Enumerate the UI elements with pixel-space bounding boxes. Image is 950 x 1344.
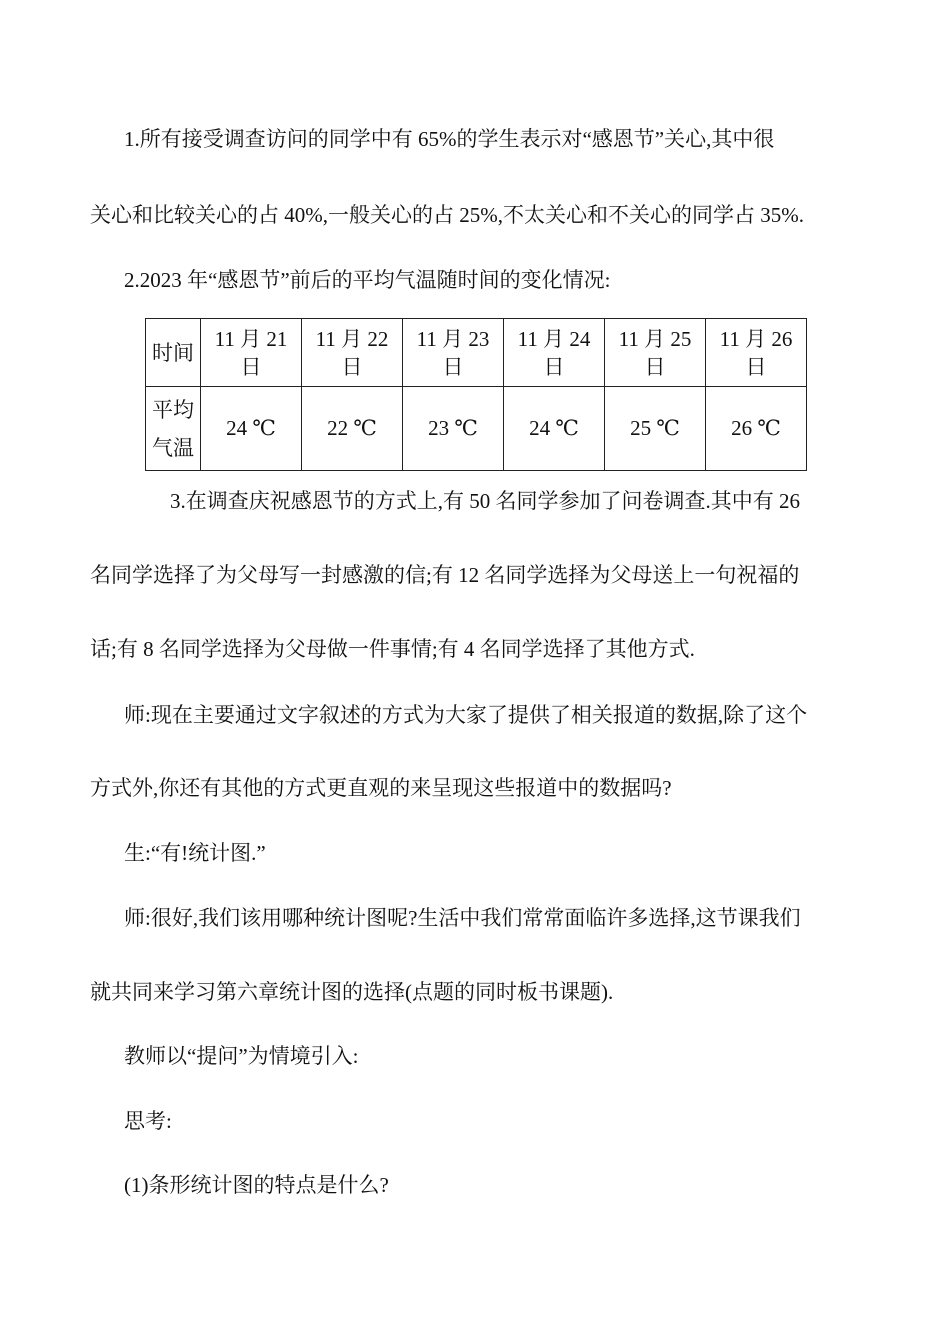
paragraph-3-line-3: 话;有 8 名同学选择为父母做一件事情;有 4 名同学选择了其他方式. xyxy=(90,637,695,661)
date-cell xyxy=(403,319,504,387)
date-line-2: 日 xyxy=(543,354,565,379)
date-cell xyxy=(504,319,605,387)
intro-line: 教师以“提问”为情境引入: xyxy=(124,1044,359,1068)
date-line-1: 11 月 25 xyxy=(618,326,692,351)
date-line-2: 日 xyxy=(442,354,464,379)
student-reply: 生:“有!统计图.” xyxy=(124,841,266,865)
header-label: 时间 xyxy=(152,340,194,365)
temperature-cell: 24 ℃ xyxy=(201,387,302,471)
date-cell xyxy=(706,319,807,387)
header-label-cell xyxy=(146,319,201,387)
temperature-cell: 23 ℃ xyxy=(403,387,504,471)
temperature-cell: 24 ℃ xyxy=(504,387,605,471)
date-line-2: 日 xyxy=(745,354,767,379)
teacher-1-line-2: 方式外,你还有其他的方式更直观的来呈现这些报道中的数据吗? xyxy=(90,776,672,800)
date-line-1: 11 月 26 xyxy=(719,326,793,351)
teacher-1-line-1: 师:现在主要通过文字叙述的方式为大家了提供了相关报道的数据,除了这个 xyxy=(124,703,808,727)
row-label-line-2: 气温 xyxy=(152,435,194,460)
date-line-1: 11 月 24 xyxy=(517,326,591,351)
think-heading: 思考: xyxy=(124,1109,172,1133)
paragraph-2-line-1: 2.2023 年“感恩节”前后的平均气温随时间的变化情况: xyxy=(124,268,611,292)
date-line-1: 11 月 23 xyxy=(416,326,490,351)
date-line-1: 11 月 22 xyxy=(315,326,389,351)
date-cell xyxy=(201,319,302,387)
date-cell xyxy=(302,319,403,387)
table-temperature-row xyxy=(146,387,807,471)
date-line-2: 日 xyxy=(644,354,666,379)
temperature-cell: 22 ℃ xyxy=(302,387,403,471)
row-label-cell xyxy=(146,387,201,471)
question-1: (1)条形统计图的特点是什么? xyxy=(124,1173,389,1197)
row-label-line-1: 平均 xyxy=(152,397,194,422)
paragraph-3-line-1: 3.在调查庆祝感恩节的方式上,有 50 名同学参加了问卷调查.其中有 26 xyxy=(170,489,800,513)
table-header-row xyxy=(146,319,807,387)
date-line-1: 11 月 21 xyxy=(214,326,288,351)
temperature-cell: 25 ℃ xyxy=(605,387,706,471)
date-cell xyxy=(605,319,706,387)
paragraph-1-line-1: 1.所有接受调查访问的同学中有 65%的学生表示对“感恩节”关心,其中很 xyxy=(124,127,775,151)
temperature-table xyxy=(145,318,807,471)
paragraph-1-line-2: 关心和比较关心的占 40%,一般关心的占 25%,不太关心和不关心的同学占 35%. xyxy=(90,203,804,227)
teacher-2-line-2: 就共同来学习第六章统计图的选择(点题的同时板书课题). xyxy=(90,980,614,1004)
teacher-2-line-1: 师:很好,我们该用哪种统计图呢?生活中我们常常面临许多选择,这节课我们 xyxy=(124,906,801,930)
date-line-2: 日 xyxy=(240,354,262,379)
date-line-2: 日 xyxy=(341,354,363,379)
temperature-cell: 26 ℃ xyxy=(706,387,807,471)
paragraph-3-line-2: 名同学选择了为父母写一封感激的信;有 12 名同学选择为父母送上一句祝福的 xyxy=(90,563,800,587)
